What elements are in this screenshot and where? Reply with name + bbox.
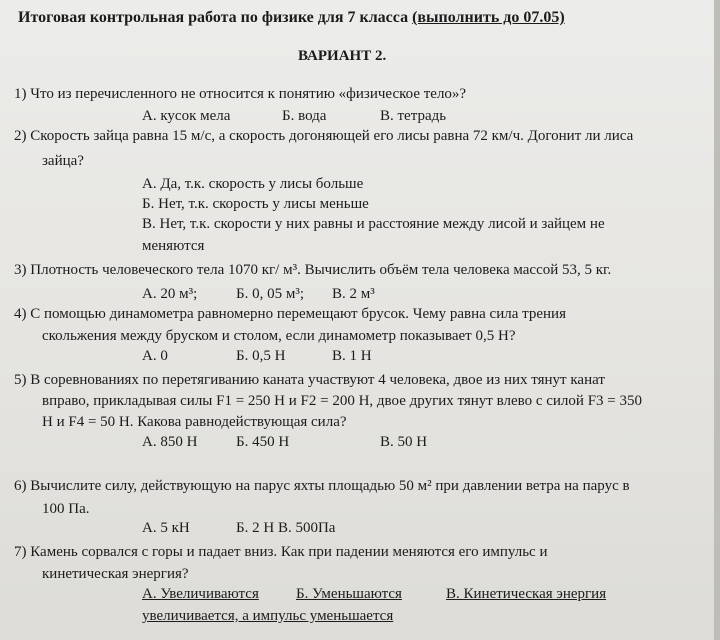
question-3-text: 3) Плотность человеческого тела 1070 кг/ м³. Вычислить объём тела человека массой 53, 5 кг. <box>14 262 612 278</box>
q5-option-b: Б. 450 Н <box>236 434 290 450</box>
q4-option-c: В. 1 Н <box>332 348 372 364</box>
deadline-text: (выполнить до 07.05) <box>412 9 565 26</box>
question-2-text-line1: 2) Скорость зайца равна 15 м/с, а скорость догоняющей его лисы равна 72 км/ч. Догонит ли лиса <box>14 128 634 144</box>
q2-option-c: В. Нет, т.к. скорости у них равны и расстояние между лисой и зайцем не <box>142 216 605 232</box>
variant-heading: ВАРИАНТ 2. <box>298 48 387 64</box>
q7-option-c: В. Кинетическая энергия <box>446 586 607 602</box>
q7-option-a: А. Увеличиваются <box>142 586 259 602</box>
question-5-text-line1: 5) В соревнованиях по перетягиванию каната участвуют 4 человека, двое из них тянут канат <box>14 372 605 388</box>
q3-option-c: В. 2 м³ <box>332 286 375 302</box>
question-1-text: 1) Что из перечисленного не относится к понятию «физическое тело»? <box>14 86 467 102</box>
q3-option-b: Б. 0, 05 м³; <box>236 286 305 302</box>
q2-option-b: Б. Нет, т.к. скорость у лисы меньше <box>142 196 369 212</box>
page-edge-shadow <box>714 0 720 640</box>
q3-option-a: А. 20 м³; <box>142 286 198 302</box>
question-2-text-line2: зайца? <box>42 153 84 169</box>
q7-option-b: Б. Уменьшаются <box>296 586 402 602</box>
question-5-text-line3: Н и F4 = 50 Н. Какова равнодействующая сила? <box>42 414 347 430</box>
title-text: Итоговая контрольная работа по физике для 7 класса <box>18 9 409 26</box>
q6-option-b-c: Б. 2 Н В. 500Па <box>236 520 336 536</box>
q5-option-c: В. 50 Н <box>380 434 428 450</box>
q5-option-a: А. 850 Н <box>142 434 198 450</box>
q1-option-c: В. тетрадь <box>380 108 447 124</box>
q1-option-a: А. кусок мела <box>142 108 231 124</box>
q4-option-a: А. 0 <box>142 348 168 364</box>
question-6-text-line1: 6) Вычислите силу, действующую на парус яхты площадью 50 м² при давлении ветра на парус в <box>14 478 630 494</box>
q7-option-c-cont: увеличивается, а импульс уменьшается <box>142 608 394 624</box>
q4-option-b: Б. 0,5 Н <box>236 348 286 364</box>
q2-option-a: А. Да, т.к. скорость у лисы больше <box>142 176 364 192</box>
question-7-text-line1: 7) Камень сорвался с горы и падает вниз. Как при падении меняются его импульс и <box>14 544 548 560</box>
question-5-text-line2: вправо, прикладывая силы F1 = 250 Н и F2 = 200 Н, двое других тянут влево с силой F3 = 350 <box>42 393 642 409</box>
q2-option-c-cont: меняются <box>142 238 205 254</box>
q6-option-a: А. 5 кН <box>142 520 190 536</box>
question-6-text-line2: 100 Па. <box>42 501 90 517</box>
question-4-text-line2: скольжения между бруском и столом, если динамометр показывает 0,5 Н? <box>42 328 516 344</box>
q1-option-b: Б. вода <box>282 108 327 124</box>
question-4-text-line1: 4) С помощью динамометра равномерно перемещают брусок. Чему равна сила трения <box>14 306 566 322</box>
question-7-text-line2: кинетическая энергия? <box>42 566 189 582</box>
document-title <box>18 8 565 28</box>
